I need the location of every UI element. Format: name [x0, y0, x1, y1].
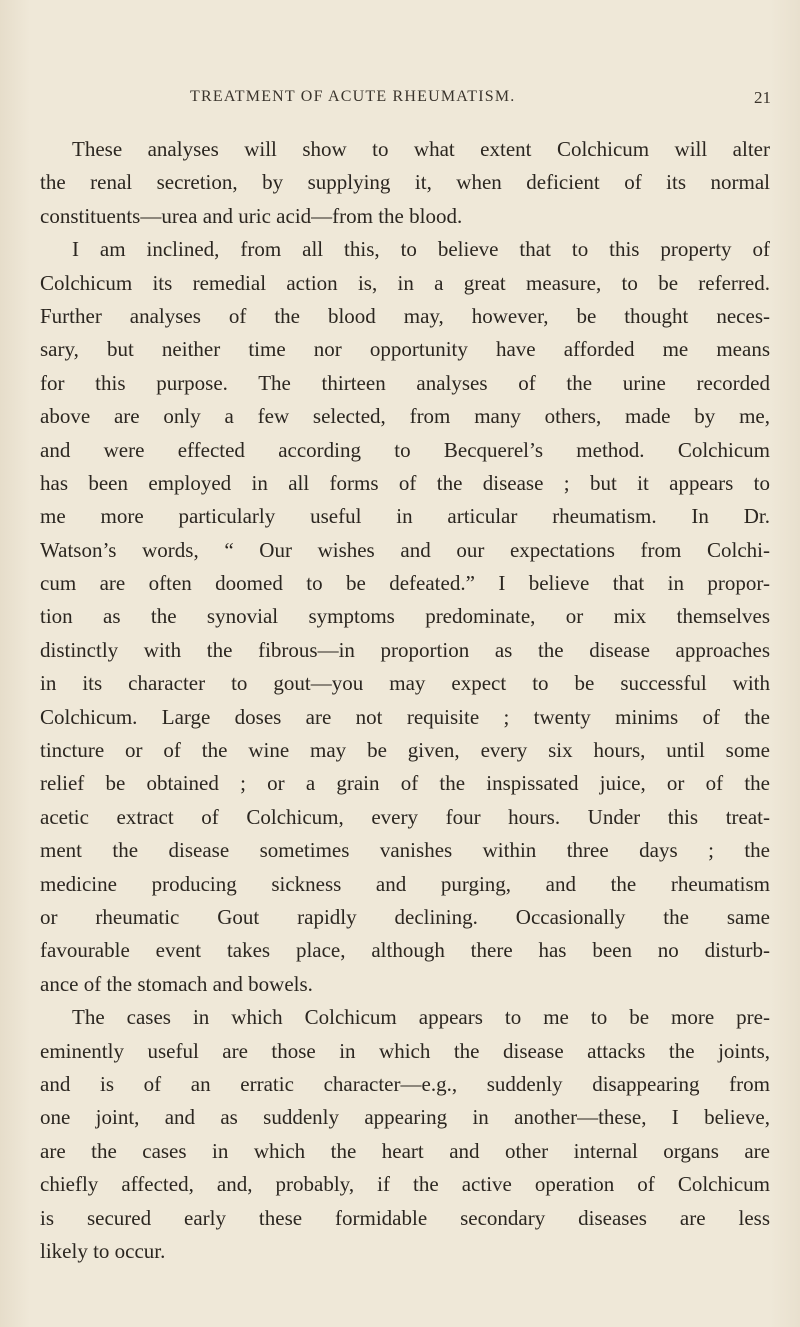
text-line: has been employed in all forms of the disease ; but it appears to — [40, 470, 770, 495]
text-line: favourable event takes place, although there has been no disturb- — [40, 938, 770, 963]
text-line: relief be obtained ; or a grain of the inspissated juice, or of the — [40, 771, 770, 796]
text-line: tincture or of the wine may be given, every six hours, until some — [40, 738, 770, 763]
text-line: Colchicum. Large doses are not requisite ; twenty minims of the — [40, 704, 770, 729]
text-line: and is of an erratic character—e.g., suddenly disappearing from — [40, 1071, 770, 1096]
text-line: These analyses will show to what extent Colchicum will alter — [72, 137, 770, 161]
text-line: medicine producing sickness and purging, and the rheumatism — [40, 871, 770, 896]
text-line: constituents—urea and uric acid—from the blood. — [40, 203, 463, 228]
text-line: and were effected according to Becquerel’s method. Colchicum — [40, 437, 770, 462]
running-head: TREATMENT OF ACUTE RHEUMATISM. — [190, 88, 516, 105]
text-line: in its character to gout—you may expect to be successful with — [40, 671, 770, 696]
text-line: sary, but neither time nor opportunity have afforded me means — [40, 337, 770, 362]
text-line: the renal secretion, by supplying it, when deficient of its normal — [40, 170, 770, 195]
text-line: acetic extract of Colchicum, every four hours. Under this treat- — [40, 804, 770, 829]
text-line: eminently useful are those in which the disease attacks the joints, — [40, 1038, 770, 1063]
text-line: Further analyses of the blood may, however, be thought neces- — [40, 303, 770, 328]
text-line: I am inclined, from all this, to believe that to this property of — [72, 237, 770, 262]
text-line: distinctly with the fibrous—in proportion as the disease approaches — [40, 637, 770, 662]
text-line: one joint, and as suddenly appearing in another—these, I believe, — [40, 1105, 770, 1130]
page-number: 21 — [754, 88, 771, 107]
text-line: tion as the synovial symptoms predominate, or mix themselves — [40, 604, 770, 629]
text-line: ment the disease sometimes vanishes within three days ; the — [40, 838, 770, 863]
text-line: cum are often doomed to be defeated.” I believe that in propor- — [40, 571, 770, 596]
text-line: The cases in which Colchicum appears to me to be more pre- — [72, 1005, 770, 1030]
text-line: above are only a few selected, from many others, made by me, — [40, 404, 770, 429]
text-line: chiefly affected, and, probably, if the active operation of Colchicum — [40, 1172, 770, 1197]
text-line: Colchicum its remedial action is, in a great measure, to be referred. — [40, 270, 770, 295]
text-line: for this purpose. The thirteen analyses of the urine recorded — [40, 370, 770, 395]
text-line: me more particularly useful in articular rheumatism. In Dr. — [40, 504, 770, 529]
text-line: are the cases in which the heart and other internal organs are — [40, 1138, 770, 1163]
text-line: ance of the stomach and bowels. — [40, 971, 313, 996]
text-line: Watson’s words, “ Our wishes and our expectations from Colchi- — [40, 537, 770, 562]
text-line: is secured early these formidable secondary diseases are less — [40, 1205, 770, 1230]
body-text — [40, 133, 770, 1268]
text-line: likely to occur. — [40, 1238, 166, 1263]
text-line: or rheumatic Gout rapidly declining. Occasionally the same — [40, 904, 770, 929]
